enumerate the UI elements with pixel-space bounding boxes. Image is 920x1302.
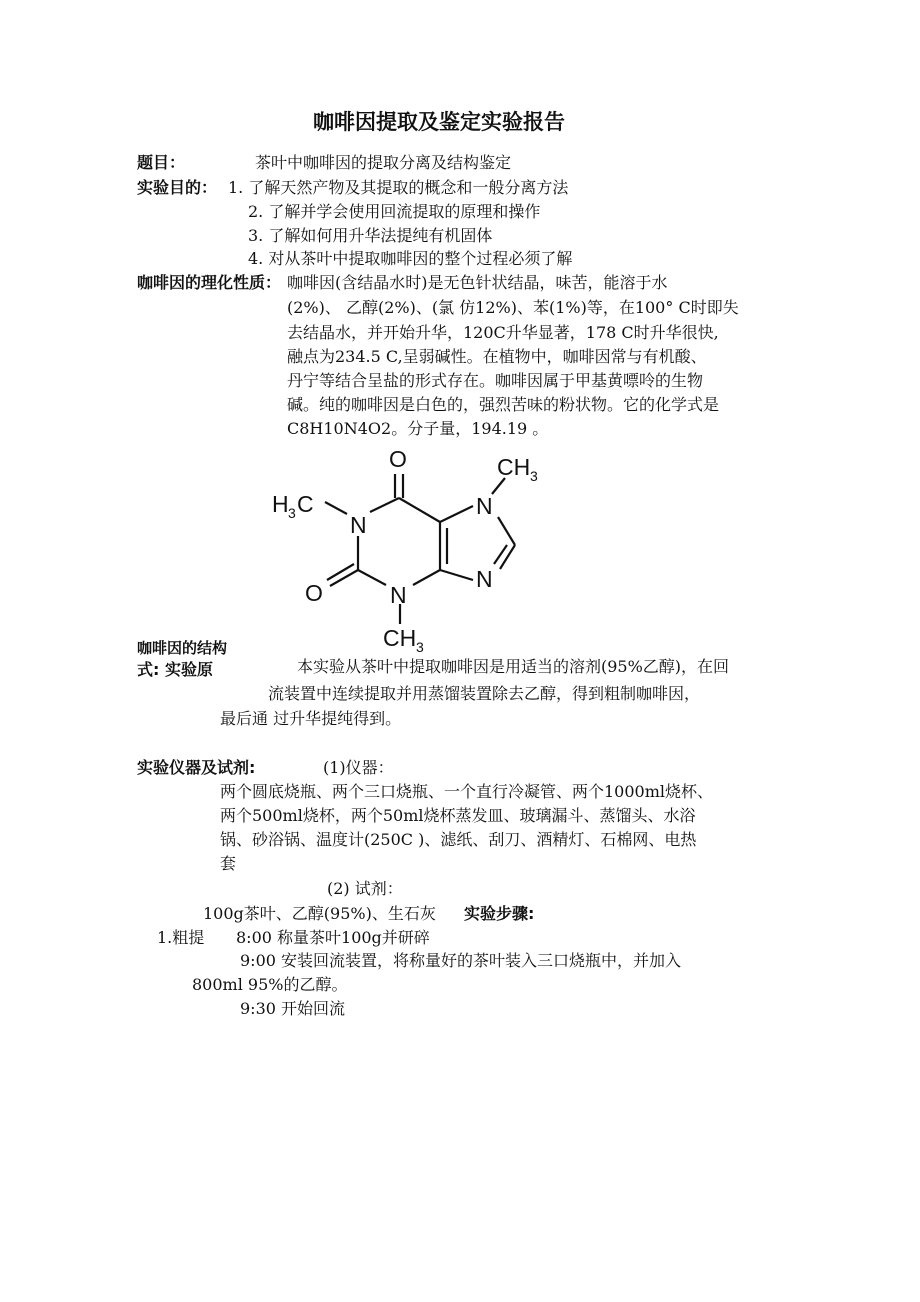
caffeine-structure-diagram xyxy=(262,440,562,656)
purpose-item: 4. 对从茶叶中提取咖啡因的整个过程必须了解 xyxy=(248,249,573,268)
properties-line: 碱。纯的咖啡因是白色的，强烈苦味的粉状物。它的化学式是 xyxy=(287,395,720,414)
instruments-line: 两个500ml烧杯，两个50ml烧杯蒸发皿、玻璃漏斗、蒸馏头、水浴 xyxy=(220,806,696,825)
methyl-subscript: 3 xyxy=(288,505,296,521)
properties-line: 融点为234.5 C,呈弱碱性。在植物中，咖啡因常与有机酸、 xyxy=(287,347,707,366)
instruments-line: 两个圆底烧瓶、两个三口烧瓶、一个直行冷凝管、两个1000ml烧杯、 xyxy=(220,782,714,801)
bond xyxy=(327,564,354,580)
methyl-label: CH xyxy=(497,454,531,480)
topic-label: 题目： xyxy=(137,153,186,172)
step-entry: 8:00 称量茶叶100g并研碎 xyxy=(236,928,430,947)
atom-label: N xyxy=(476,493,493,519)
reagents-text: 100g茶叶、乙醇(95%)、生石灰 xyxy=(203,904,436,923)
steps-label: 实验步骤: xyxy=(464,904,535,923)
bond xyxy=(358,570,386,585)
instruments-line: 锅、砂浴锅、温度计(250C )、滤纸、刮刀、酒精灯、石棉网、电热 xyxy=(220,830,697,849)
bond xyxy=(440,506,473,522)
properties-line: 咖啡因(含结晶水时)是无色针状结晶，味苦，能溶于水 xyxy=(287,273,668,292)
purpose-label: 实验目的： xyxy=(137,178,218,197)
purpose-item: 3. 了解如何用升华法提纯有机固体 xyxy=(248,226,493,245)
bond xyxy=(370,498,399,512)
principle-label: 式: 实验原 xyxy=(137,660,213,679)
bond xyxy=(413,570,440,585)
properties-line: C8H10N4O2。分子量，194.19 。 xyxy=(287,419,549,438)
atom-label: N xyxy=(476,566,493,592)
principle-line: 本实验从茶叶中提取咖啡因是用适当的溶剂(95%乙醇)，在回 xyxy=(297,657,730,676)
bond xyxy=(325,502,347,514)
atom-label: O xyxy=(305,580,323,606)
methyl-subscript: 3 xyxy=(530,468,538,484)
atom-label: N xyxy=(390,582,407,608)
stage-label: 1.粗提 xyxy=(157,928,205,947)
methyl-subscript: 3 xyxy=(416,639,424,655)
properties-line: 去结晶水，并开始升华，120C升华显著，178 C时升华很快, xyxy=(287,323,719,342)
instruments-line: 套 xyxy=(220,854,237,873)
reagents-heading: (2) 试剂： xyxy=(327,879,403,898)
step-entry: 9:00 安装回流装置，将称量好的茶叶装入三口烧瓶中，并加入 xyxy=(240,951,682,970)
properties-line: 丹宁等结合呈盐的形式存在。咖啡因属于甲基黄嘌呤的生物 xyxy=(287,371,704,390)
methyl-label: H xyxy=(272,491,289,517)
page-title: 咖啡因提取及鉴定实验报告 xyxy=(313,110,565,134)
purpose-item: 1. 了解天然产物及其提取的概念和一般分离方法 xyxy=(228,178,569,197)
bond xyxy=(492,478,505,494)
bond xyxy=(399,498,440,522)
principle-line: 流装置中连续提取并用蒸馏装置除去乙醇，得到粗制咖啡因， xyxy=(268,684,701,703)
bond xyxy=(500,545,515,569)
step-entry: 9:30 开始回流 xyxy=(240,999,346,1018)
equipment-label: 实验仪器及试剂: xyxy=(137,758,256,777)
atom-label: O xyxy=(389,446,407,472)
topic-text: 茶叶中咖啡因的提取分离及结构鉴定 xyxy=(255,153,512,172)
properties-label: 咖啡因的理化性质： xyxy=(137,273,282,292)
structure-label: 咖啡因的结构 xyxy=(137,639,228,657)
bond xyxy=(440,570,473,580)
properties-line: (2%)、 乙醇(2%)、(氯 仿12%)、苯(1%)等，在100° C时即失 xyxy=(287,298,739,317)
purpose-item: 2. 了解并学会使用回流提取的原理和操作 xyxy=(248,202,541,221)
atom-label: N xyxy=(350,512,367,538)
step-entry: 800ml 95%的乙醇。 xyxy=(192,975,348,994)
bond xyxy=(330,570,358,586)
methyl-label: C xyxy=(297,491,314,517)
instruments-heading: (1)仪器： xyxy=(323,758,394,777)
bond xyxy=(498,517,515,545)
methyl-label: CH xyxy=(383,625,417,651)
principle-line: 最后通 过升华提纯得到。 xyxy=(220,709,402,728)
